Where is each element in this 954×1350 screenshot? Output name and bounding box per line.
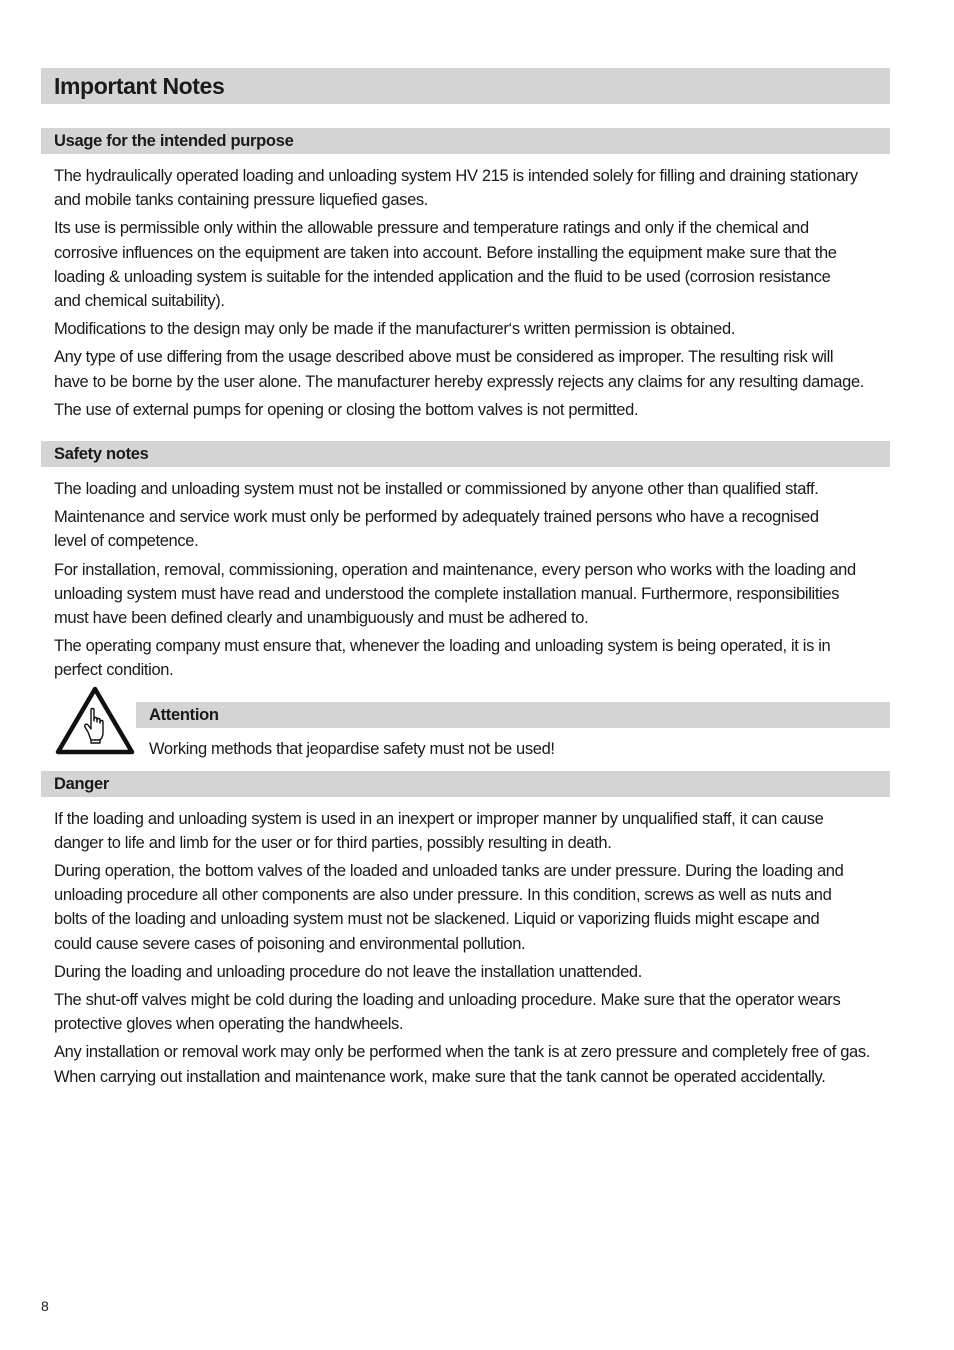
paragraph: Maintenance and service work must only be performed by adequately trained persons who have a recognised level of competence. — [54, 508, 819, 551]
warning-hand-icon — [55, 686, 135, 756]
page-title: Important Notes — [41, 68, 890, 104]
section-heading-usage: Usage for the intended purpose — [41, 128, 890, 154]
paragraph: During operation, the bottom valves of the loaded and unloaded tanks are under pressure. During the loading and unloading procedure all other components are also under pressure. In this condition, screws as well as nuts and bolts of the loading and unloading system must not be slackened. Liquid or vaporizing fluids might escape and could cause severe cases of poisoning and environmental pollution. — [54, 862, 844, 953]
paragraph: Any installation or removal work may only be performed when the tank is at zero pressure and completely free of gas. When carrying out installation and maintenance work, make sure that the tank cannot be operated accidentally. — [54, 1043, 870, 1086]
paragraph: The hydraulically operated loading and unloading system HV 215 is intended solely for filling and draining stationary and mobile tanks containing pressure liquefied gases. — [54, 167, 858, 210]
attention-notice — [41, 686, 890, 764]
paragraph: Modifications to the design may only be made if the manufacturer‘s written permission is obtained. — [54, 320, 736, 339]
section-body-safety — [41, 477, 890, 683]
paragraph: Any type of use differing from the usage described above must be considered as improper. The resulting risk will have to be borne by the user alone. The manufacturer hereby expressly rejects any claims for any resulting damage. — [54, 348, 865, 391]
section-body-danger — [41, 807, 890, 1089]
paragraph: The loading and unloading system must not be installed or commissioned by anyone other than qualified staff. — [54, 480, 819, 499]
paragraph: The operating company must ensure that, whenever the loading and unloading system is being operated, it is in perfect condition. — [54, 637, 831, 680]
attention-heading: Attention — [136, 702, 890, 728]
paragraph: For installation, removal, commissioning, operation and maintenance, every person who works with the loading and unloading system must have read and understood the complete installation manual. Furthermore, responsibilities must have been defined clearly and unambiguously and must be adhered to. — [54, 560, 856, 628]
paragraph: If the loading and unloading system is used in an inexpert or improper manner by unqualified staff, it can cause danger to life and limb for the user or for third parties, possibly resulting in death. — [54, 809, 824, 852]
attention-text: Working methods that jeopardise safety must not be used! — [149, 739, 555, 758]
paragraph: During the loading and unloading procedure do not leave the installation unattended. — [54, 962, 642, 981]
section-heading-danger: Danger — [41, 771, 890, 797]
paragraph: Its use is permissible only within the allowable pressure and temperature ratings and only if the chemical and corrosive influences on the equipment are taken into account. Before installing the equipment make sure that the loading & unloading system is suitable for the intended application and the fluid to be used (corrosion resistance and chemical suitability). — [54, 219, 837, 311]
section-body-usage — [41, 164, 890, 422]
paragraph: The shut-off valves might be cold during the loading and unloading procedure. Make sure that the operator wears protective gloves when operating the handwheels. — [54, 991, 841, 1034]
page-number: 8 — [41, 1298, 49, 1314]
page-content — [41, 68, 890, 1089]
paragraph: The use of external pumps for opening or closing the bottom valves is not permitted. — [54, 400, 639, 419]
section-heading-safety: Safety notes — [41, 441, 890, 467]
